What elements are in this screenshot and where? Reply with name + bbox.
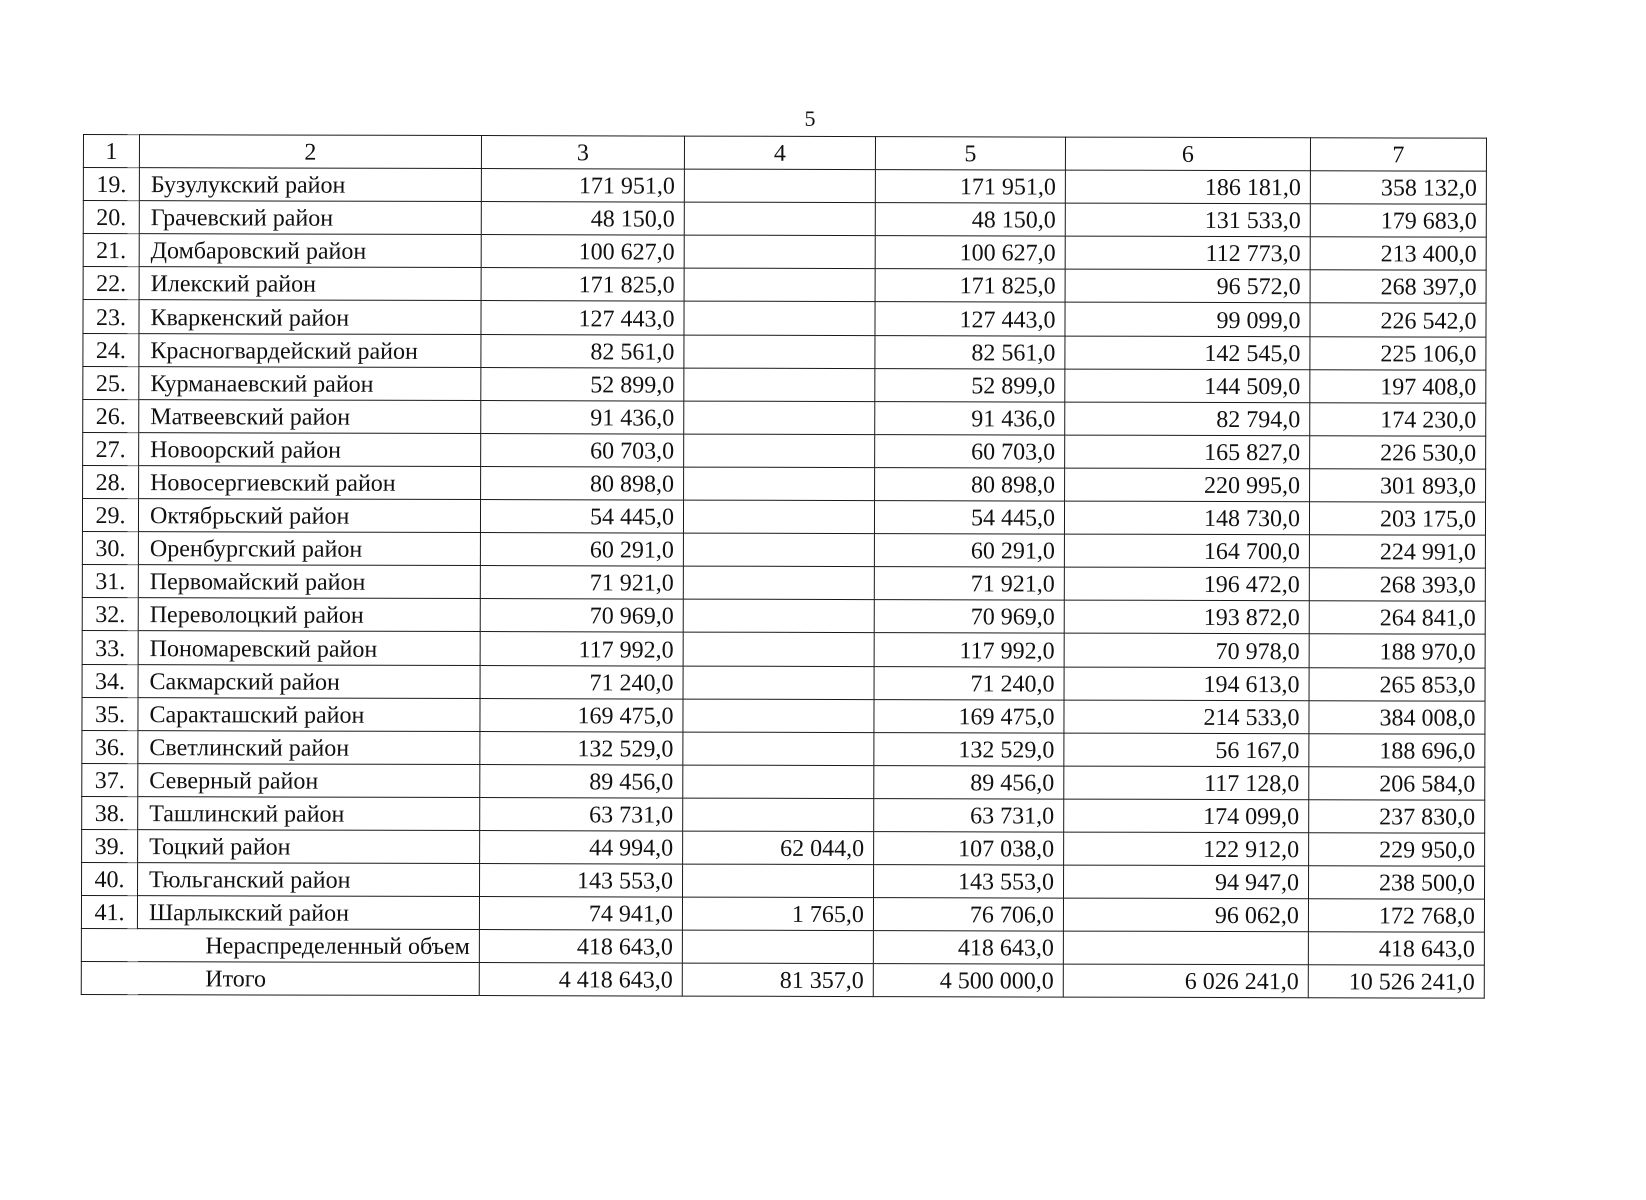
table-row: [82, 697, 1485, 734]
cell-col-3: 52 899,0: [481, 367, 684, 401]
cell-col-6: 6 026 241,0: [1063, 964, 1308, 998]
cell-col-7: 301 893,0: [1310, 469, 1486, 503]
cell-col-3: 74 941,0: [479, 897, 682, 931]
table-row: [82, 763, 1485, 800]
row-number: 21.: [83, 234, 139, 267]
row-number: 20.: [83, 201, 139, 234]
cell-col-6: 164 700,0: [1064, 534, 1309, 568]
cell-col-3: 89 456,0: [480, 764, 683, 798]
cell-col-6: 56 167,0: [1064, 733, 1309, 767]
district-name: Матвеевский район: [139, 399, 481, 433]
district-name: Северный район: [138, 763, 480, 797]
table-header-row: [83, 135, 1486, 172]
cell-col-3: 143 553,0: [479, 864, 682, 898]
table-row: [82, 532, 1485, 569]
district-name: Переволоцкий район: [138, 598, 480, 632]
table-row: [82, 796, 1485, 833]
cell-col-5: 60 703,0: [875, 434, 1065, 468]
table-row: [82, 499, 1485, 536]
table-row: [82, 664, 1485, 701]
row-number: 32.: [82, 598, 138, 631]
table-row: [82, 598, 1485, 635]
cell-col-6: 142 545,0: [1065, 336, 1310, 370]
cell-col-5: 60 291,0: [874, 534, 1064, 568]
row-number: 34.: [82, 664, 138, 697]
cell-col-3: 117 992,0: [480, 632, 683, 666]
cell-col-6: 165 827,0: [1065, 435, 1310, 469]
cell-col-6: 174 099,0: [1064, 799, 1309, 833]
unallocated-row: [81, 929, 1484, 966]
column-header-5: 5: [875, 137, 1065, 171]
cell-col-4: [683, 798, 874, 832]
cell-col-3: 171 825,0: [481, 268, 684, 302]
row-number: 38.: [82, 796, 138, 829]
column-header-4: 4: [684, 136, 875, 170]
row-number: 24.: [83, 333, 139, 366]
cell-col-4: [684, 268, 875, 302]
cell-col-5: 91 436,0: [875, 401, 1065, 435]
cell-col-5: 54 445,0: [874, 501, 1064, 535]
cell-col-3: 70 969,0: [480, 599, 683, 633]
district-name: Кваркенский район: [139, 300, 481, 334]
cell-col-7: 206 584,0: [1309, 766, 1485, 800]
cell-col-6: 214 533,0: [1064, 700, 1309, 734]
cell-col-6: 70 978,0: [1064, 633, 1309, 667]
cell-col-3: 82 561,0: [481, 334, 684, 368]
table-row: [82, 730, 1485, 767]
cell-col-5: 63 731,0: [874, 798, 1064, 832]
cell-col-3: 60 703,0: [481, 433, 684, 467]
cell-col-4: [684, 467, 875, 501]
cell-col-4: [682, 864, 873, 898]
cell-col-6: 194 613,0: [1064, 667, 1309, 701]
cell-col-7: 174 230,0: [1310, 402, 1486, 436]
cell-col-7: 384 008,0: [1309, 700, 1485, 734]
cell-col-3: 80 898,0: [481, 466, 684, 500]
cell-col-6: 99 099,0: [1065, 303, 1310, 337]
cell-col-5: 418 643,0: [873, 931, 1063, 965]
cell-col-3: 54 445,0: [480, 500, 683, 534]
row-number: 26.: [83, 399, 139, 432]
table-row: [82, 631, 1485, 668]
cell-col-6: 96 572,0: [1065, 269, 1310, 303]
cell-col-6: 112 773,0: [1065, 236, 1310, 270]
summary-label: Итого: [137, 962, 479, 996]
district-name: Грачевский район: [139, 201, 481, 235]
district-name: Тюльганский район: [138, 863, 480, 897]
district-name: Новосергиевский район: [139, 466, 481, 500]
cell-col-7: 197 408,0: [1310, 369, 1486, 403]
cell-col-7: 188 970,0: [1309, 634, 1485, 668]
cell-col-7: 238 500,0: [1308, 866, 1484, 900]
cell-col-7: 203 175,0: [1309, 502, 1485, 536]
cell-col-7: 179 683,0: [1310, 204, 1486, 238]
cell-col-5: 89 456,0: [874, 765, 1064, 799]
table-row: [82, 565, 1485, 602]
row-number: 23.: [83, 300, 139, 333]
column-header-6: 6: [1065, 137, 1310, 171]
cell-col-4: [684, 235, 875, 269]
cell-col-6: 131 533,0: [1065, 203, 1310, 237]
cell-col-7: 10 526 241,0: [1308, 965, 1484, 999]
row-number: 40.: [82, 863, 138, 896]
cell-col-7: 268 393,0: [1309, 568, 1485, 602]
cell-col-7: 264 841,0: [1309, 601, 1485, 635]
cell-col-6: 196 472,0: [1064, 567, 1309, 601]
cell-col-7: 358 132,0: [1310, 171, 1486, 205]
cell-col-7: 229 950,0: [1309, 833, 1485, 867]
cell-col-5: 117 992,0: [874, 633, 1064, 667]
column-header-2: 2: [139, 135, 481, 169]
table-row: [83, 300, 1486, 337]
cell-col-4: [683, 533, 874, 567]
cell-col-6: 193 872,0: [1064, 600, 1309, 634]
district-name: Красногвардейский район: [139, 333, 481, 367]
cell-col-4: 62 044,0: [683, 831, 874, 865]
table-row: [83, 234, 1486, 271]
cell-col-3: 100 627,0: [481, 235, 684, 269]
row-number-empty: [81, 962, 137, 995]
district-name: Курманаевский район: [139, 366, 481, 400]
district-name: Пономаревский район: [138, 631, 480, 665]
cell-col-7: 225 106,0: [1310, 336, 1486, 370]
district-name: Саракташский район: [138, 697, 480, 731]
cell-col-5: 4 500 000,0: [873, 964, 1063, 998]
row-number: 25.: [83, 366, 139, 399]
district-name: Бузулукский район: [139, 168, 481, 202]
cell-col-3: 71 240,0: [480, 665, 683, 699]
district-name: Ташлинский район: [138, 797, 480, 831]
cell-col-7: 188 696,0: [1309, 733, 1485, 767]
cell-col-5: 48 150,0: [875, 203, 1065, 237]
table-row: [83, 465, 1486, 502]
row-number: 27.: [83, 432, 139, 465]
cell-col-3: 171 951,0: [481, 169, 684, 203]
row-number: 41.: [81, 896, 137, 929]
cell-col-5: 107 038,0: [874, 832, 1064, 866]
district-name: Домбаровский район: [139, 234, 481, 268]
district-name: Светлинский район: [138, 730, 480, 764]
cell-col-7: 268 397,0: [1310, 270, 1486, 304]
row-number: 36.: [82, 730, 138, 763]
cell-col-3: 71 921,0: [480, 566, 683, 600]
row-number: 35.: [82, 697, 138, 730]
row-number: 30.: [82, 532, 138, 565]
cell-col-6: 122 912,0: [1064, 832, 1309, 866]
row-number-empty: [81, 929, 137, 962]
cell-col-4: [684, 368, 875, 402]
cell-col-7: 213 400,0: [1310, 237, 1486, 271]
cell-col-4: [684, 202, 875, 236]
cell-col-5: 80 898,0: [875, 468, 1065, 502]
cell-col-4: [684, 302, 875, 336]
cell-col-7: 224 991,0: [1309, 535, 1485, 569]
district-name: Шарлыкский район: [137, 896, 479, 930]
cell-col-4: [683, 765, 874, 799]
cell-col-5: 71 921,0: [874, 567, 1064, 601]
cell-col-5: 127 443,0: [875, 302, 1065, 336]
cell-col-4: [683, 666, 874, 700]
cell-col-5: 143 553,0: [873, 865, 1063, 899]
row-number: 37.: [82, 763, 138, 796]
cell-col-6: 186 181,0: [1065, 170, 1310, 204]
cell-col-3: 132 529,0: [480, 731, 683, 765]
column-header-3: 3: [481, 136, 684, 170]
total-row: [81, 962, 1484, 999]
row-number: 33.: [82, 631, 138, 664]
column-header-1: 1: [83, 135, 139, 168]
cell-col-4: [684, 434, 875, 468]
page-number: 5: [804, 106, 816, 131]
table-row: [82, 829, 1485, 866]
district-name: Сакмарский район: [138, 664, 480, 698]
cell-col-5: 70 969,0: [874, 600, 1064, 634]
cell-col-5: 100 627,0: [875, 236, 1065, 270]
cell-col-3: 91 436,0: [481, 400, 684, 434]
row-number: 29.: [82, 499, 138, 532]
row-number: 39.: [82, 829, 138, 862]
cell-col-5: 169 475,0: [874, 699, 1064, 733]
cell-col-3: 60 291,0: [480, 533, 683, 567]
cell-col-7: 226 542,0: [1310, 303, 1486, 337]
cell-col-7: 172 768,0: [1308, 899, 1484, 933]
table-row: [83, 366, 1486, 403]
table-row: [83, 267, 1486, 304]
table-row: [83, 399, 1486, 436]
cell-col-6: 220 995,0: [1065, 468, 1310, 502]
cell-col-4: [683, 699, 874, 733]
cell-col-3: 169 475,0: [480, 698, 683, 732]
cell-col-4: 1 765,0: [682, 897, 873, 931]
table-row: [83, 168, 1486, 205]
district-name: Первомайский район: [138, 565, 480, 599]
cell-col-3: 48 150,0: [481, 202, 684, 236]
row-number: 22.: [83, 267, 139, 300]
cell-col-4: [682, 930, 873, 964]
table-body: [81, 135, 1486, 999]
cell-col-3: 4 418 643,0: [479, 963, 682, 997]
row-number: 31.: [82, 565, 138, 598]
cell-col-6: 96 062,0: [1063, 898, 1308, 932]
cell-col-5: 171 825,0: [875, 269, 1065, 303]
table-row: [83, 432, 1486, 469]
cell-col-5: 82 561,0: [875, 335, 1065, 369]
cell-col-4: [683, 732, 874, 766]
district-name: Октябрьский район: [138, 499, 480, 533]
data-table: [81, 134, 1487, 999]
cell-col-4: [683, 599, 874, 633]
cell-col-4: [683, 500, 874, 534]
column-header-7: 7: [1310, 138, 1486, 172]
row-number: 28.: [83, 465, 139, 498]
cell-col-7: 418 643,0: [1308, 932, 1484, 966]
table-row: [83, 333, 1486, 370]
cell-col-4: 81 357,0: [682, 963, 873, 997]
summary-label: Нераспределенный объем: [137, 929, 479, 963]
cell-col-7: 237 830,0: [1309, 800, 1485, 834]
cell-col-6: 82 794,0: [1065, 402, 1310, 436]
table-row: [82, 863, 1485, 900]
table-row: [83, 201, 1486, 238]
cell-col-5: 132 529,0: [874, 732, 1064, 766]
cell-col-4: [683, 632, 874, 666]
cell-col-6: 144 509,0: [1065, 369, 1310, 403]
cell-col-5: 52 899,0: [875, 368, 1065, 402]
district-name: Оренбургский район: [138, 532, 480, 566]
cell-col-3: 418 643,0: [479, 930, 682, 964]
cell-col-6: 117 128,0: [1064, 766, 1309, 800]
cell-col-6: 148 730,0: [1064, 501, 1309, 535]
table-row: [81, 896, 1484, 933]
cell-col-3: 127 443,0: [481, 301, 684, 335]
cell-col-4: [684, 401, 875, 435]
cell-col-5: 76 706,0: [873, 898, 1063, 932]
cell-col-6: [1063, 931, 1308, 965]
row-number: 19.: [83, 168, 139, 201]
table-container: [81, 134, 1487, 999]
cell-col-6: 94 947,0: [1063, 865, 1308, 899]
district-name: Тоцкий район: [138, 830, 480, 864]
cell-col-4: [684, 169, 875, 203]
cell-col-5: 171 951,0: [875, 170, 1065, 204]
cell-col-4: [684, 335, 875, 369]
cell-col-3: 63 731,0: [480, 797, 683, 831]
cell-col-7: 226 530,0: [1310, 436, 1486, 470]
cell-col-4: [683, 566, 874, 600]
cell-col-7: 265 853,0: [1309, 667, 1485, 701]
district-name: Новоорский район: [139, 432, 481, 466]
cell-col-3: 44 994,0: [480, 831, 683, 865]
district-name: Илекский район: [139, 267, 481, 301]
cell-col-5: 71 240,0: [874, 666, 1064, 700]
